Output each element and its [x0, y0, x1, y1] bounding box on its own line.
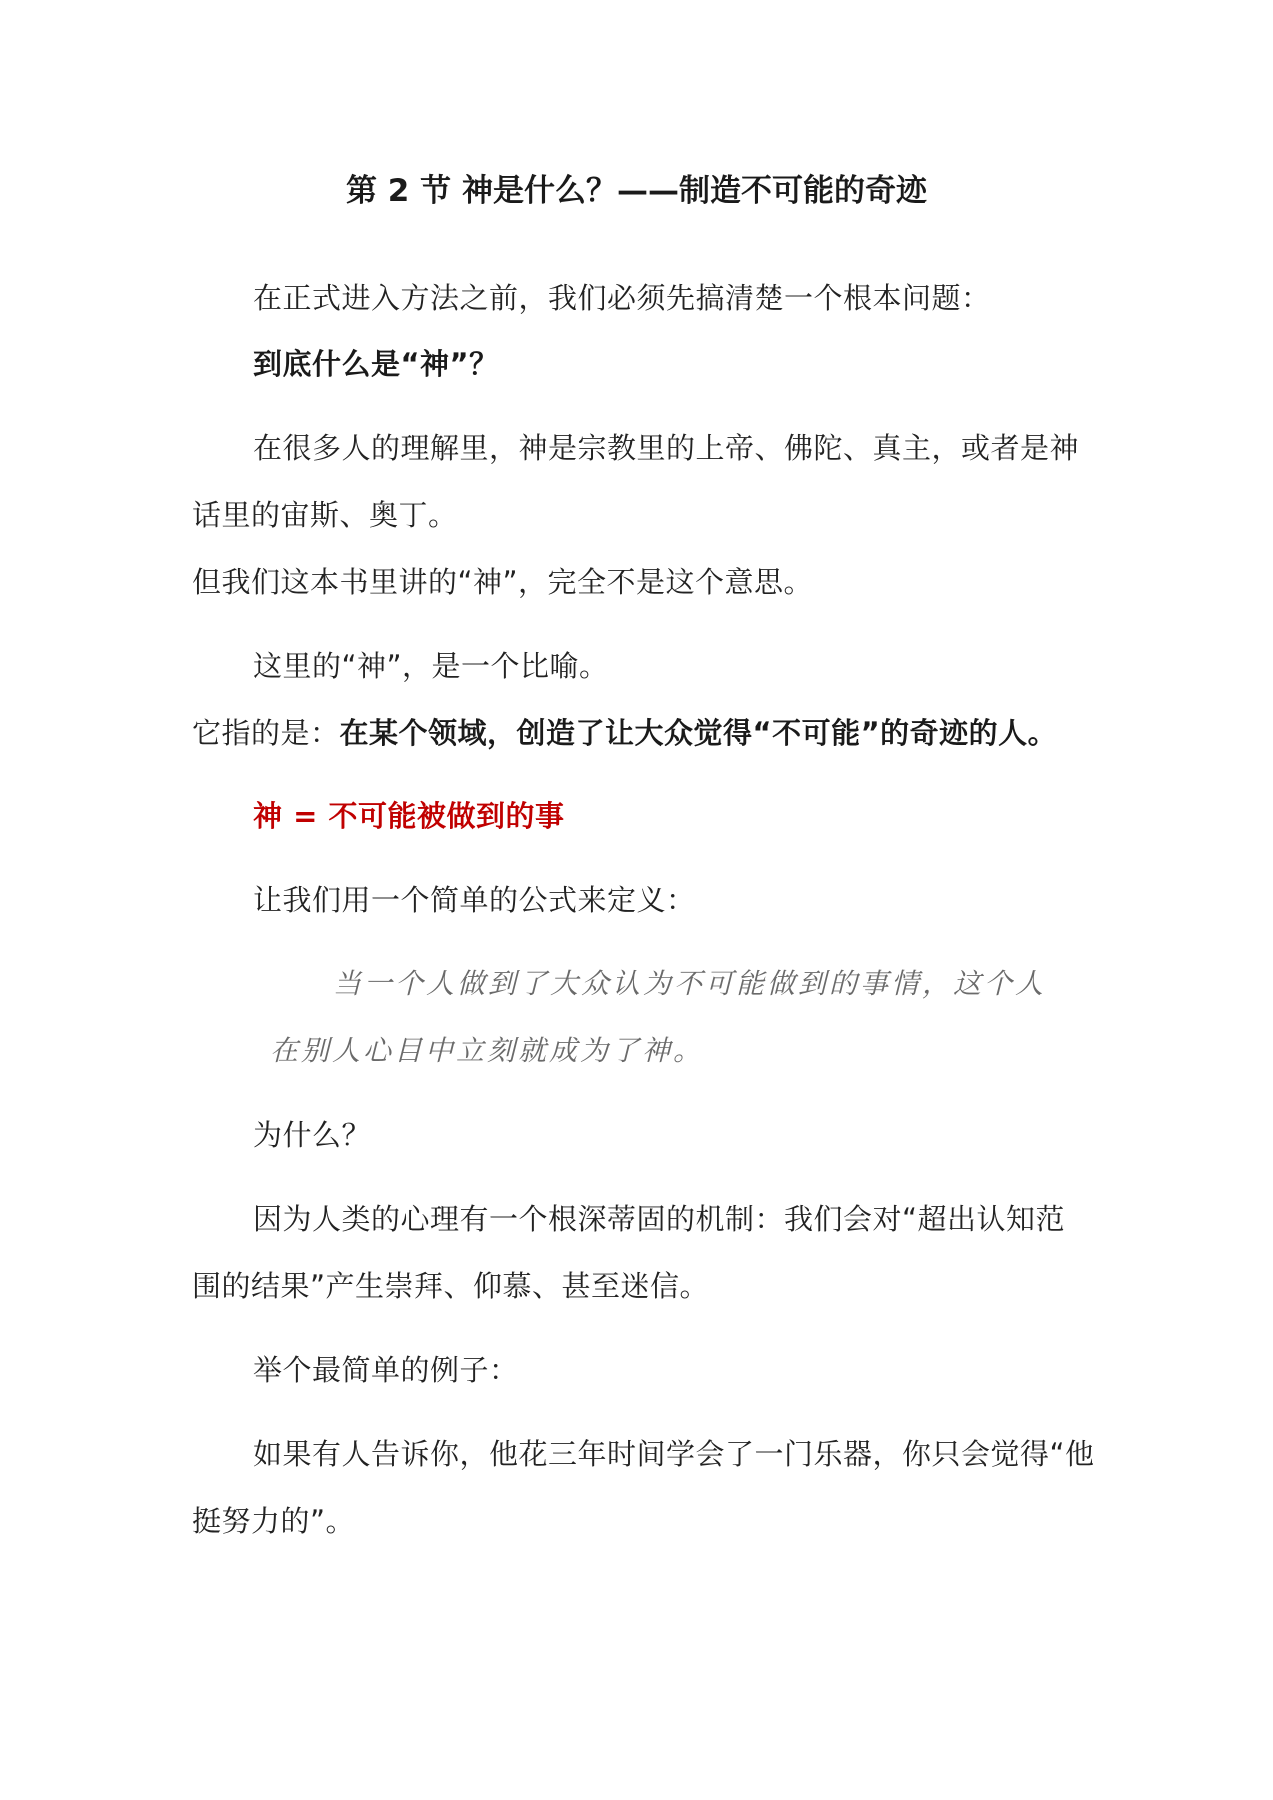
question-heading: 到底什么是“神”？	[253, 347, 499, 381]
paragraph-example-line1: 如果有人告诉你，他花三年时间学会了一门乐器，你只会觉得“他	[253, 1437, 1095, 1471]
definition-prefix: 它指的是：	[192, 716, 340, 750]
quote-line1: 当一个人做到了大众认为不可能做到的事情，这个人	[333, 967, 1047, 1000]
paragraph-formula-intro: 让我们用一个简单的公式来定义：	[253, 883, 696, 917]
definition-emphasis: 在某个领域，创造了让大众觉得“不可能”的奇迹的人。	[339, 716, 1058, 750]
section-title: 第 2 节 神是什么？——制造不可能的奇迹	[346, 173, 927, 209]
formula-highlight: 神 = 不可能被做到的事	[253, 799, 565, 833]
paragraph-definition	[192, 713, 1057, 753]
paragraph-common-understanding-line1: 在很多人的理解里，神是宗教里的上帝、佛陀、真主，或者是神	[253, 431, 1080, 465]
quote-line2: 在别人心目中立刻就成为了神。	[270, 1034, 705, 1067]
paragraph-example-intro: 举个最简单的例子：	[253, 1353, 519, 1387]
paragraph-intro: 在正式进入方法之前，我们必须先搞清楚一个根本问题：	[253, 281, 991, 315]
paragraph-not-this-meaning: 但我们这本书里讲的“神”，完全不是这个意思。	[192, 565, 814, 599]
paragraph-mechanism-line1: 因为人类的心理有一个根深蒂固的机制：我们会对“超出认知范	[253, 1202, 1066, 1236]
paragraph-example-line2: 挺努力的”。	[192, 1504, 356, 1538]
paragraph-metaphor: 这里的“神”，是一个比喻。	[253, 649, 609, 683]
paragraph-mechanism-line2: 围的结果”产生崇拜、仰慕、甚至迷信。	[192, 1269, 710, 1303]
paragraph-why: 为什么？	[253, 1118, 372, 1152]
paragraph-common-understanding-line2: 话里的宙斯、奥丁。	[192, 498, 458, 532]
